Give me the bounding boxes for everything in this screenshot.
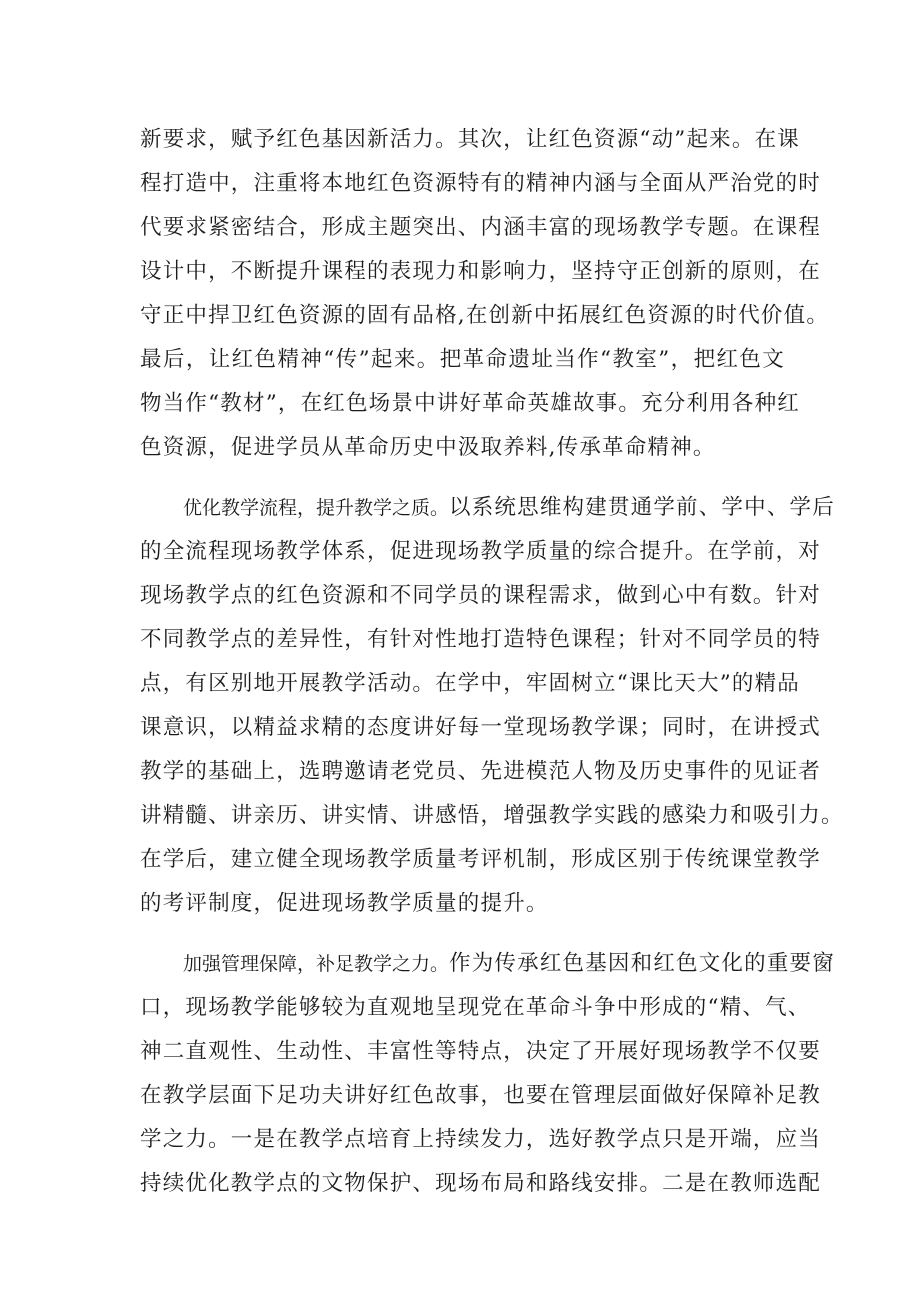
text-line: 教学的基础上，选聘邀请老党员、先进模范人物及历史事件的见证者 [140, 759, 822, 784]
text-line: 点，有区别地开展教学活动。在学中，牢固树立“课比天大”的精品 [140, 671, 800, 696]
document-body [140, 118, 844, 1206]
text-line: 持续优化教学点的文物保护、现场布局和路线安排。二是在教师选配 [140, 1171, 822, 1196]
text-line: 新要求，赋予红色基因新活力。其次，让红色资源“动”起来。在课 [140, 127, 800, 152]
text-line: 学之力。一是在教学点培育上持续发力，选好教学点只是开端，应当 [140, 1127, 822, 1152]
text-line: 讲精髓、讲亲历、讲实情、讲感悟，增强教学实践的感染力和吸引力。 [140, 803, 844, 828]
text-line: 最后，让红色精神“传”起来。把革命遗址当作“教室”，把红色文 [140, 347, 785, 372]
text-line: 守正中捍卫红色资源的固有品格,在创新中拓展红色资源的时代价值。 [140, 303, 830, 328]
text-line: 不同教学点的差异性，有针对性地打造特色课程；针对不同学员的特 [140, 627, 822, 652]
text-line: 设计中，不断提升课程的表现力和影响力，坚持守正创新的原则，在 [140, 259, 822, 284]
text-line: 现场教学点的红色资源和不同学员的课程需求，做到心中有数。针对 [140, 583, 822, 608]
paragraph-lead-rest: 作为传承红色基因和红色文化的重要窗 [449, 951, 835, 976]
text-line [140, 486, 835, 530]
paragraph-lead-rest: 以系统思维构建贯通学前、学中、学后 [449, 495, 835, 520]
text-line: 色资源，促进学员从革命历史中汲取养料,传承革命精神。 [140, 435, 716, 460]
paragraph-lead: 优化教学流程，提升教学之质。 [183, 497, 450, 519]
paragraph-3 [140, 942, 835, 1206]
text-line: 代要求紧密结合，形成主题突出、内涵丰富的现场教学专题。在课程 [140, 215, 822, 240]
text-line: 物当作“教材”，在红色场景中讲好革命英雄故事。充分利用各种红 [140, 391, 800, 416]
text-line: 在学后，建立健全现场教学质量考评机制，形成区别于传统课堂教学 [140, 847, 822, 872]
text-line: 的考评制度，促进现场教学质量的提升。 [140, 891, 549, 916]
text-line: 在教学层面下足功夫讲好红色故事，也要在管理层面做好保障补足教 [140, 1083, 822, 1108]
text-line: 课意识，以精益求精的态度讲好每一堂现场教学课；同时，在讲授式 [140, 715, 822, 740]
paragraph-2 [140, 486, 844, 926]
paragraph-lead: 加强管理保障，补足教学之力。 [183, 953, 450, 975]
text-line: 神二直观性、生动性、丰富性等特点，决定了开展好现场教学不仅要 [140, 1039, 822, 1064]
text-line: 口，现场教学能够较为直观地呈现党在革命斗争中形成的“精、气、 [140, 995, 811, 1020]
text-line [140, 942, 835, 986]
paragraph-1 [140, 118, 830, 470]
text-line: 的全流程现场教学体系，促进现场教学质量的综合提升。在学前，对 [140, 539, 822, 564]
text-line: 程打造中，注重将本地红色资源特有的精神内涵与全面从严治党的时 [140, 171, 822, 196]
